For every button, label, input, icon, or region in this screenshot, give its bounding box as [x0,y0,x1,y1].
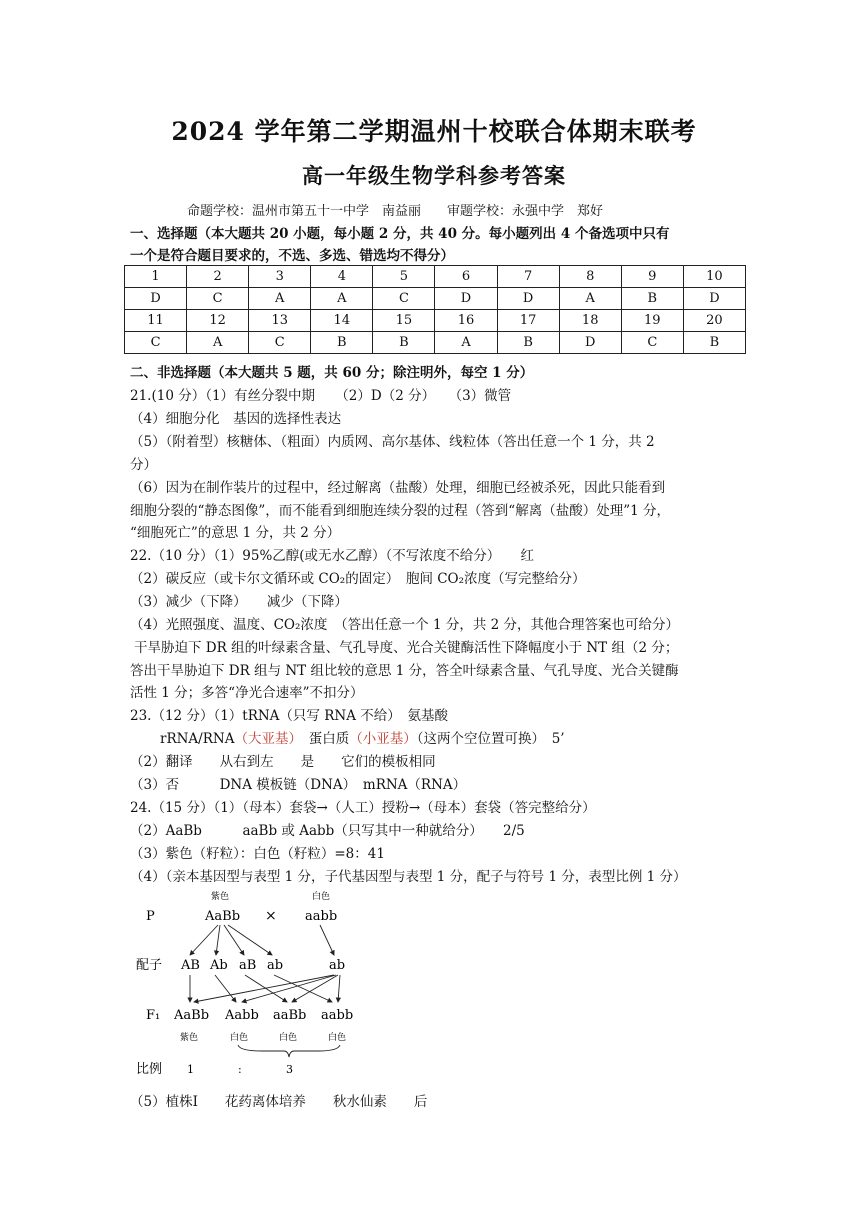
question-number-cell: 19 [621,310,683,332]
q23-protein: 蛋白质 [295,731,350,747]
answer-cell: A [187,332,249,354]
q22-line4: （4）光照强度、温度、CO₂浓度 （答出任意一个 1 分，共 2 分，其他合理答案也可给分） [130,617,679,633]
answer-cell: D [683,288,745,310]
q21-line3: （5）（附着型）核糖体、（粗面）内质网、高尔基体、线粒体（答出任意一个 1 分，共 2 [130,434,655,450]
answer-cell: A [559,288,621,310]
q21-line6: 细胞分裂的“静态图像”，而不能看到细胞连续分裂的过程（答到“解离（盐酸）处理”1 分， [130,503,670,519]
question-number-cell: 18 [559,310,621,332]
answer-cell: B [683,332,745,354]
q23-line4: （3）否 DNA 模板链（DNA） mRNA（RNA） [130,777,467,793]
q23-large-subunit: （大亚基） [234,731,296,747]
question-number-cell: 16 [435,310,497,332]
answer-cell: C [373,288,435,310]
answer-cell: D [559,332,621,354]
gamete-AB: AB [181,958,200,973]
f1-label: F₁ [146,1008,161,1023]
ratio-label: 比例 [136,1062,163,1077]
gamete-aB: aB [239,958,257,973]
f1-genotype-Aabb: Aabb [225,1008,259,1023]
p1-genotype: AaBb [205,909,241,924]
answer-cell: D [497,288,559,310]
question-number-cell: 4 [311,266,373,288]
ratio-colon: : [238,1063,242,1076]
question-number-row [125,310,746,332]
q24-line2: （2）AaBb aaBb 或 Aabb（只写其中一种就给分） 2/5 [130,823,525,839]
question-number-cell: 17 [497,310,559,332]
authors-line: 命题学校：温州市第五十一中学 南益丽 审题学校：永强中学 郑好 [187,204,604,219]
question-number-cell: 9 [621,266,683,288]
question-number-cell: 5 [373,266,435,288]
f1-phenotype-1: 紫色 [180,1033,199,1043]
q23-small-subunit: （小亚基） [349,731,417,747]
question-number-cell: 3 [249,266,311,288]
q23-note: （这两个空位置可换） 5’ [416,731,565,747]
q24-line3: （3）紫色（籽粒）：白色（籽粒）=8：41 [130,846,385,862]
p1-phenotype: 紫色 [211,892,230,902]
section1-heading-cont: 一个是符合题目要求的，不选、多选、错选均不得分） [130,248,454,264]
question-number-cell: 13 [249,310,311,332]
answer-table [124,265,746,354]
gamete-ab: ab [267,958,284,973]
question-number-cell: 1 [125,266,187,288]
answer-cell: A [249,288,311,310]
answer-cell: D [125,288,187,310]
q24-line5: （5）植株Ⅰ 花药离体培养 秋水仙素 后 [130,1094,428,1110]
answer-cell: A [311,288,373,310]
question-number-cell: 14 [311,310,373,332]
answer-cell: D [435,288,497,310]
cross-symbol: × [265,908,277,924]
q22-line5: 干旱胁迫下 DR 组的叶绿素含量、气孔导度、光合关键酶活性下降幅度小于 NT 组（2 分； [134,640,679,656]
question-number-cell: 10 [683,266,745,288]
answer-row [125,332,746,354]
section2-heading: 二、非选择题（本大题共 5 题，共 60 分；除注明外，每空 1 分） [130,365,534,381]
question-number-cell: 2 [187,266,249,288]
answer-cell: C [249,332,311,354]
gamete-ab-2: ab [329,958,346,973]
gamete-label: 配子 [136,958,163,973]
q21-line4: 分） [130,457,157,473]
f1-phenotype-4: 白色 [328,1033,347,1043]
page-title: 2024 学年第二学期温州十校联合体期末联考 [171,117,697,146]
f1-phenotype-2: 白色 [230,1033,249,1043]
p2-phenotype: 白色 [312,892,331,902]
page-subtitle: 高一年级生物学科参考答案 [302,163,566,188]
answer-cell: C [621,332,683,354]
brace [238,1045,340,1057]
question-number-cell: 20 [683,310,745,332]
question-number-cell: 6 [435,266,497,288]
f1-genotype-aabb: aabb [321,1008,354,1023]
p-label: P [146,909,155,924]
f1-genotype-aaBb: aaBb [273,1008,307,1023]
answer-cell: A [435,332,497,354]
question-number-cell: 8 [559,266,621,288]
q23-rrna: rRNA/RNA [160,731,235,747]
ratio-left: 1 [187,1063,194,1076]
q23-line2 [160,727,565,747]
q23-line3: （2）翻译 从右到左 是 它们的模板相同 [130,754,436,770]
answer-row [125,288,746,310]
answer-cell: C [187,288,249,310]
q22-line2: （2）碳反应（或卡尔文循环或 CO₂的固定） 胞间 CO₂浓度（写完整给分） [130,571,586,587]
q22-line7: 活性 1 分；多答“净光合速率”不扣分） [130,685,364,701]
q24-line4: （4）（亲本基因型与表型 1 分，子代基因型与表型 1 分，配子与符号 1 分，表型比例 1 分） [130,869,687,885]
q21-line1: 21.(10 分）（1）有丝分裂中期 （2）D（2 分） （3）微管 [130,388,512,404]
f1-genotype-AaBb: AaBb [174,1008,210,1023]
answer-cell: B [621,288,683,310]
gamete-Ab: Ab [210,958,228,973]
f1-phenotype-3: 白色 [279,1033,298,1043]
ratio-right: 3 [286,1063,293,1076]
q22-line3: （3）减少（下降） 减少（下降） [130,594,348,610]
question-number-cell: 11 [125,310,187,332]
question-number-cell: 7 [497,266,559,288]
q24-line1: 24.（15 分）（1）（母本）套袋→（人工）授粉→（母本）套袋（答完整给分） [130,800,596,816]
question-number-cell: 15 [373,310,435,332]
q21-line2: （4）细胞分化 基因的选择性表达 [130,411,342,427]
section1-heading: 一、选择题（本大题共 20 小题，每小题 2 分，共 40 分。每小题列出 4 个备选项中只有 [130,226,670,242]
q22-line1: 22.（10 分）（1）95%乙醇(或无水乙醇）（不写浓度不给分） 红 [130,548,535,564]
genetic-cross-diagram [0,885,500,1085]
question-number-cell: 12 [187,310,249,332]
q21-line5: （6）因为在制作装片的过程中，经过解离（盐酸）处理，细胞已经被杀死，因此只能看到 [130,480,666,496]
fertilization-arrows [190,975,340,1002]
question-number-row [125,266,746,288]
q21-line7: “细胞死亡”的意思 1 分，共 2 分） [130,525,341,541]
answer-cell: C [125,332,187,354]
q23-line1: 23.（12 分）（1）tRNA（只写 RNA 不给） 氨基酸 [130,708,448,724]
p2-genotype: aabb [305,909,338,924]
answer-cell: B [373,332,435,354]
answer-cell: B [311,332,373,354]
meiosis-arrows [190,925,334,955]
q22-line6: 答出干旱胁迫下 DR 组与 NT 组比较的意思 1 分，答全叶绿素含量、气孔导度、光合关键酶 [130,663,679,679]
answer-cell: B [497,332,559,354]
